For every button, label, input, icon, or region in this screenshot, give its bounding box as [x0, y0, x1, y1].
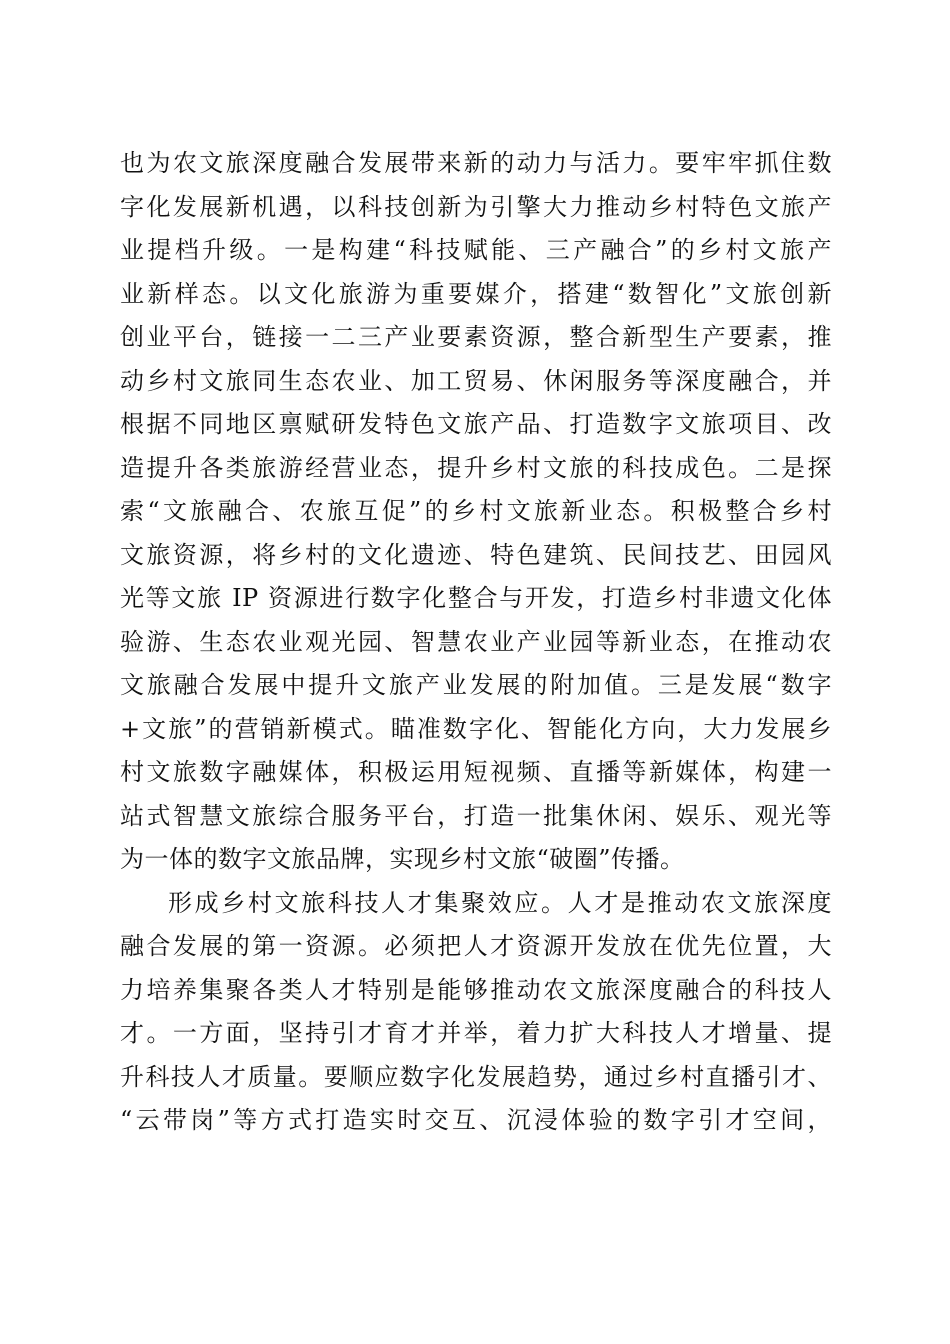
paragraph-1-line-5: 创业平台，链接一二三产业要素资源，整合新型生产要素，推 [120, 323, 832, 351]
paragraph-2-line-5: 升科技人才质量。要顺应数字化发展趋势，通过乡村直播引才、 [120, 1062, 832, 1091]
paragraph-1-line-10: 文旅资源，将乡村的文化遗迹、特色建筑、民间技艺、田园风 [120, 540, 832, 569]
paragraph-1-line-7: 根据不同地区禀赋研发特色文旅产品、打造数字文旅项目、改 [120, 410, 832, 438]
paragraph-1-line-11: 光等文旅 IP 资源进行数字化整合与开发，打造乡村非遗文化体 [120, 584, 832, 612]
paragraph-1-line-12: 验游、生态农业观光园、智慧农业产业园等新业态，在推动农 [120, 627, 832, 656]
paragraph-1-line-8: 造提升各类旅游经营业态，提升乡村文旅的科技成色。二是探 [120, 453, 832, 482]
paragraph-1-line-1: 也为农文旅深度融合发展带来新的动力与活力。要牢牢抓住数 [120, 149, 832, 177]
paragraph-1-line-6: 动乡村文旅同生态农业、加工贸易、休闲服务等深度融合，并 [120, 366, 832, 395]
paragraph-1-line-16: 站式智慧文旅综合服务平台，打造一批集休闲、娱乐、观光等 [120, 801, 832, 830]
paragraph-1-line-14: +文旅”的营销新模式。瞄准数字化、智能化方向，大力发展乡 [120, 714, 832, 743]
paragraph-1-line-9: 索“文旅融合、农旅互促”的乡村文旅新业态。积极整合乡村 [120, 497, 832, 525]
paragraph-2-line-3: 力培养集聚各类人才特别是能够推动农文旅深度融合的科技人 [120, 975, 832, 1004]
paragraph-2-line-2: 融合发展的第一资源。必须把人才资源开发放在优先位置，大 [120, 932, 832, 960]
paragraph-1 [120, 142, 832, 882]
paragraph-2-line-1: 形成乡村文旅科技人才集聚效应。人才是推动农文旅深度 [168, 888, 832, 917]
paragraph-1-line-2: 字化发展新机遇，以科技创新为引擎大力推动乡村特色文旅产 [120, 192, 832, 221]
paragraph-2-line-6: “云带岗”等方式打造实时交互、沉浸体验的数字引才空间， [120, 1106, 832, 1134]
body-text [120, 142, 832, 1143]
paragraph-2 [120, 882, 832, 1143]
paragraph-1-line-15: 村文旅数字融媒体，积极运用短视频、直播等新媒体，构建一 [120, 758, 832, 786]
paragraph-1-line-13: 文旅融合发展中提升文旅产业发展的附加值。三是发展“数字 [120, 671, 832, 699]
paragraph-1-line-17: 为一体的数字文旅品牌，实现乡村文旅“破圈”传播。 [120, 845, 685, 873]
paragraph-2-line-4: 才。一方面，坚持引才育才并举，着力扩大科技人才增量、提 [120, 1019, 832, 1047]
paragraph-1-line-4: 业新样态。以文化旅游为重要媒介，搭建“数智化”文旅创新 [120, 279, 832, 308]
paragraph-1-line-3: 业提档升级。一是构建“科技赋能、三产融合”的乡村文旅产 [120, 236, 832, 264]
